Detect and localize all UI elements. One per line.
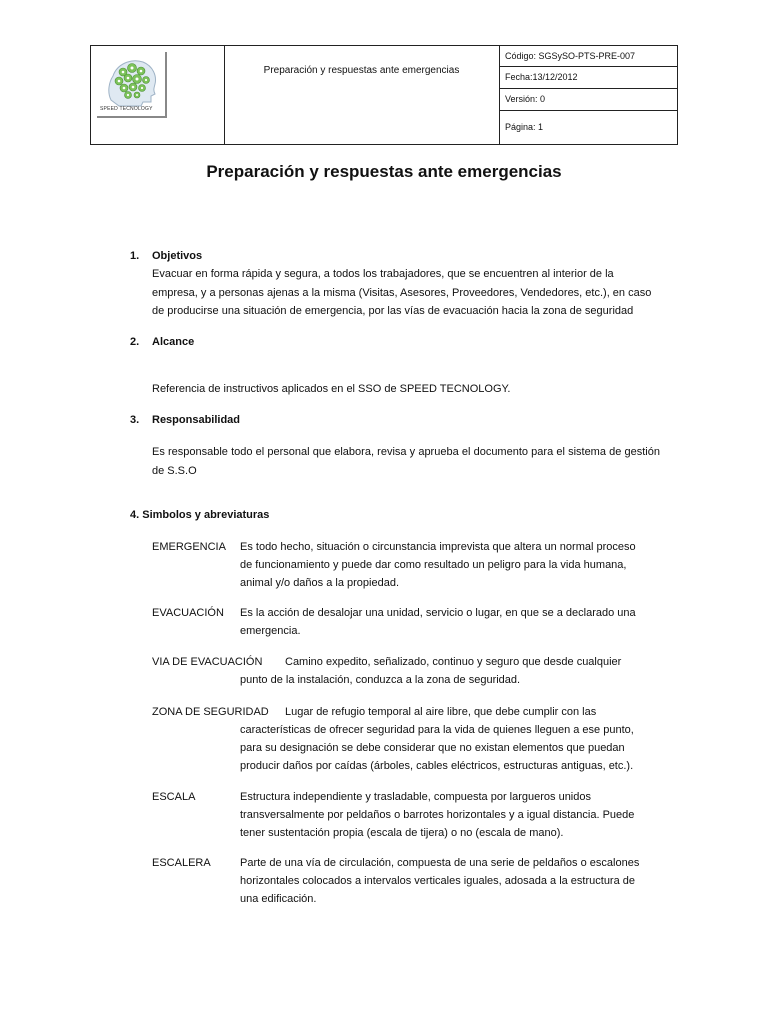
definition-line: Es todo hecho, situación o circunstancia imprevista que altera un normal proceso: [240, 541, 636, 553]
body-line: de producirse una situación de emergencia, por las vías de evacuación hacia la zona de seguridad: [152, 305, 634, 317]
definition-line: animal y/o daños a la propiedad.: [240, 577, 399, 589]
header-row-divider: [499, 66, 677, 67]
head-gears-logo-icon: [97, 52, 165, 108]
section-heading-responsabilidad: Responsabilidad: [152, 414, 241, 426]
term-escala: ESCALA: [152, 791, 196, 803]
header-title: Preparación y respuestas ante emergencias: [263, 65, 460, 76]
page-title: Preparación y respuestas ante emergencias: [206, 162, 562, 181]
section-heading-alcance: Alcance: [152, 336, 195, 348]
body-line: empresa, y a personas ajenas a la misma (Visitas, Asesores, Proveedores, Vendedores, etc.), en caso: [152, 286, 652, 299]
definition-line: Parte de una vía de circulación, compuesta de una serie de peldaños o escalones: [240, 857, 640, 869]
definition-zona-de-seguridad-rest: [240, 721, 634, 775]
definition-line: para su designación se debe considerar que no existan elementos que puedan: [240, 742, 625, 754]
term-emergencia: EMERGENCIA: [152, 541, 226, 553]
definition-line: Estructura independiente y trasladable, compuesta por largueros unidos: [240, 791, 591, 803]
header-row-divider: [499, 110, 677, 111]
header-pagina: Página: 1: [505, 122, 544, 132]
term-evacuacion: EVACUACIÓN: [152, 607, 224, 619]
definition-via-de-evacuacion-first: Camino expedito, señalizado, continuo y seguro que desde cualquier: [285, 656, 622, 668]
section-heading-objetivos: Objetivos: [152, 250, 203, 262]
definition-line: una edificación.: [240, 893, 317, 905]
header-row-divider: [499, 88, 677, 89]
header-fecha: Fecha:13/12/2012: [505, 72, 578, 82]
definition-line: transversalmente por peldaños o barrotes horizontales y a igual distancia. Puede: [240, 809, 635, 821]
header-version: Versión: 0: [505, 94, 546, 104]
definition-via-de-evacuacion-rest: punto de la instalación, conduzca a la zona de seguridad.: [240, 674, 521, 686]
definition-line: emergencia.: [240, 625, 301, 637]
definition-line: producir daños por caídas (árboles, cables eléctricos, estructuras antiguas, etc.).: [240, 760, 634, 772]
definition-escalera: [240, 854, 639, 908]
logo-text: SPEED TECNOLOGY: [100, 106, 153, 112]
definition-line: Es la acción de desalojar una unidad, servicio o lugar, en que se a declarado una: [240, 607, 636, 619]
definition-zona-de-seguridad-first: Lugar de refugio temporal al aire libre, que debe cumplir con las: [285, 706, 597, 718]
term-zona-de-seguridad: ZONA DE SEGURIDAD: [152, 706, 269, 718]
definition-escala: [240, 788, 634, 842]
section-number: 3.: [130, 414, 140, 426]
definition-line: tener sustentación propia (escala de tijera) o no (escala de mano).: [240, 827, 564, 839]
term-escalera: ESCALERA: [152, 857, 211, 869]
section-body-objetivos: [152, 265, 651, 321]
header-divider: [224, 46, 225, 144]
section-body-alcance: Referencia de instructivos aplicados en el SSO de SPEED TECNOLOGY.: [152, 383, 511, 395]
section-heading-simbolos: 4. Simbolos y abreviaturas: [130, 509, 270, 521]
header-codigo: Código: SGSySO-PTS-PRE-007: [505, 51, 636, 61]
definition-emergencia: [240, 538, 636, 592]
header-table: [90, 45, 678, 145]
header-divider: [499, 46, 500, 144]
company-logo: [97, 52, 167, 118]
section-body-responsabilidad: Es responsable todo el personal que elabora, revisa y aprueba el documento para el sistema de gestión de S.S.O: [152, 446, 660, 477]
definition-evacuacion: [240, 604, 636, 640]
definition-line: horizontales colocados a intervalos verticales iguales, adosada a la estructura de: [240, 875, 636, 887]
term-via-de-evacuacion: VIA DE EVACUACIÓN: [152, 656, 263, 668]
section-number: 1.: [130, 250, 140, 262]
definition-line: de funcionamiento y puede dar como resultado un peligro para la vida humana,: [240, 559, 627, 571]
definition-line: características de ofrecer seguridad para la vida de quienes lleguen a ese punto,: [240, 724, 634, 736]
body-line: Evacuar en forma rápida y segura, a todos los trabajadores, que se encuentren al interior de la: [152, 268, 614, 280]
section-number: 2.: [130, 336, 140, 348]
